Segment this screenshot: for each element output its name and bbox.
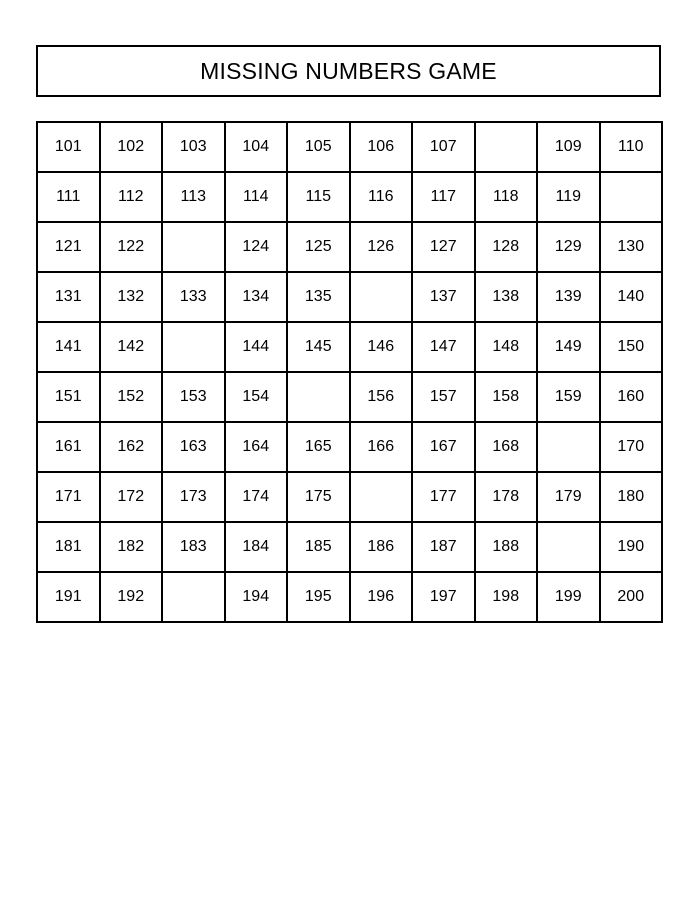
number-cell: 185 xyxy=(287,522,350,572)
number-cell: 104 xyxy=(225,122,288,172)
number-cell: 106 xyxy=(350,122,413,172)
number-cell: 115 xyxy=(287,172,350,222)
number-cell: 145 xyxy=(287,322,350,372)
grid-row xyxy=(37,172,662,222)
number-cell: 148 xyxy=(475,322,538,372)
number-cell: 110 xyxy=(600,122,663,172)
number-cell: 156 xyxy=(350,372,413,422)
number-cell: 103 xyxy=(162,122,225,172)
number-cell: 195 xyxy=(287,572,350,622)
number-cell: 166 xyxy=(350,422,413,472)
missing-number-input[interactable] xyxy=(166,578,220,616)
missing-number-input[interactable] xyxy=(541,528,595,566)
number-cell: 160 xyxy=(600,372,663,422)
number-cell: 200 xyxy=(600,572,663,622)
number-cell: 197 xyxy=(412,572,475,622)
number-cell: 138 xyxy=(475,272,538,322)
missing-number-input[interactable] xyxy=(291,378,345,416)
number-cell: 196 xyxy=(350,572,413,622)
missing-number-cell[interactable] xyxy=(600,172,663,222)
missing-number-cell[interactable] xyxy=(162,322,225,372)
number-cell: 188 xyxy=(475,522,538,572)
number-cell: 146 xyxy=(350,322,413,372)
number-cell: 198 xyxy=(475,572,538,622)
number-cell: 112 xyxy=(100,172,163,222)
number-cell: 165 xyxy=(287,422,350,472)
number-cell: 194 xyxy=(225,572,288,622)
grid-row xyxy=(37,272,662,322)
number-cell: 121 xyxy=(37,222,100,272)
number-cell: 184 xyxy=(225,522,288,572)
grid-row xyxy=(37,572,662,622)
number-cell: 111 xyxy=(37,172,100,222)
missing-number-cell[interactable] xyxy=(475,122,538,172)
number-cell: 154 xyxy=(225,372,288,422)
number-cell: 163 xyxy=(162,422,225,472)
number-cell: 157 xyxy=(412,372,475,422)
number-cell: 142 xyxy=(100,322,163,372)
number-cell: 167 xyxy=(412,422,475,472)
missing-number-input[interactable] xyxy=(166,328,220,366)
number-cell: 151 xyxy=(37,372,100,422)
number-cell: 183 xyxy=(162,522,225,572)
number-cell: 199 xyxy=(537,572,600,622)
missing-number-cell[interactable] xyxy=(537,522,600,572)
number-cell: 162 xyxy=(100,422,163,472)
missing-number-cell[interactable] xyxy=(350,272,413,322)
number-cell: 153 xyxy=(162,372,225,422)
missing-number-cell[interactable] xyxy=(162,222,225,272)
number-cell: 122 xyxy=(100,222,163,272)
number-cell: 171 xyxy=(37,472,100,522)
number-cell: 134 xyxy=(225,272,288,322)
number-cell: 141 xyxy=(37,322,100,372)
missing-number-input[interactable] xyxy=(354,278,408,316)
number-cell: 191 xyxy=(37,572,100,622)
number-cell: 144 xyxy=(225,322,288,372)
number-cell: 132 xyxy=(100,272,163,322)
number-cell: 107 xyxy=(412,122,475,172)
number-grid xyxy=(36,121,663,623)
number-cell: 192 xyxy=(100,572,163,622)
number-cell: 180 xyxy=(600,472,663,522)
number-cell: 159 xyxy=(537,372,600,422)
number-cell: 187 xyxy=(412,522,475,572)
grid-row xyxy=(37,522,662,572)
number-cell: 114 xyxy=(225,172,288,222)
number-cell: 174 xyxy=(225,472,288,522)
number-cell: 190 xyxy=(600,522,663,572)
number-cell: 140 xyxy=(600,272,663,322)
missing-number-input[interactable] xyxy=(479,128,533,166)
page-title: MISSING NUMBERS GAME xyxy=(200,57,497,84)
number-cell: 150 xyxy=(600,322,663,372)
number-cell: 113 xyxy=(162,172,225,222)
number-cell: 168 xyxy=(475,422,538,472)
missing-number-cell[interactable] xyxy=(537,422,600,472)
missing-number-cell[interactable] xyxy=(350,472,413,522)
number-cell: 128 xyxy=(475,222,538,272)
number-cell: 117 xyxy=(412,172,475,222)
number-cell: 179 xyxy=(537,472,600,522)
number-cell: 139 xyxy=(537,272,600,322)
number-cell: 170 xyxy=(600,422,663,472)
number-cell: 149 xyxy=(537,322,600,372)
number-cell: 105 xyxy=(287,122,350,172)
number-cell: 131 xyxy=(37,272,100,322)
grid-row xyxy=(37,222,662,272)
number-cell: 175 xyxy=(287,472,350,522)
number-cell: 181 xyxy=(37,522,100,572)
number-cell: 177 xyxy=(412,472,475,522)
grid-row xyxy=(37,422,662,472)
missing-number-input[interactable] xyxy=(166,228,220,266)
number-cell: 133 xyxy=(162,272,225,322)
grid-row xyxy=(37,322,662,372)
number-cell: 116 xyxy=(350,172,413,222)
number-cell: 173 xyxy=(162,472,225,522)
number-cell: 152 xyxy=(100,372,163,422)
missing-number-input[interactable] xyxy=(541,428,595,466)
number-cell: 164 xyxy=(225,422,288,472)
number-cell: 119 xyxy=(537,172,600,222)
number-cell: 147 xyxy=(412,322,475,372)
number-cell: 161 xyxy=(37,422,100,472)
grid-row xyxy=(37,122,662,172)
title-box xyxy=(36,45,661,97)
number-cell: 178 xyxy=(475,472,538,522)
number-cell: 135 xyxy=(287,272,350,322)
number-cell: 126 xyxy=(350,222,413,272)
grid-row xyxy=(37,472,662,522)
grid-row xyxy=(37,372,662,422)
missing-number-cell[interactable] xyxy=(287,372,350,422)
missing-number-input[interactable] xyxy=(354,478,408,516)
number-cell: 130 xyxy=(600,222,663,272)
number-cell: 109 xyxy=(537,122,600,172)
number-cell: 182 xyxy=(100,522,163,572)
number-cell: 186 xyxy=(350,522,413,572)
number-grid-body xyxy=(37,122,662,622)
number-cell: 102 xyxy=(100,122,163,172)
number-cell: 158 xyxy=(475,372,538,422)
number-cell: 118 xyxy=(475,172,538,222)
number-cell: 127 xyxy=(412,222,475,272)
number-cell: 101 xyxy=(37,122,100,172)
missing-number-input[interactable] xyxy=(604,178,658,216)
number-cell: 137 xyxy=(412,272,475,322)
missing-number-cell[interactable] xyxy=(162,572,225,622)
number-cell: 129 xyxy=(537,222,600,272)
number-cell: 172 xyxy=(100,472,163,522)
number-cell: 125 xyxy=(287,222,350,272)
number-cell: 124 xyxy=(225,222,288,272)
